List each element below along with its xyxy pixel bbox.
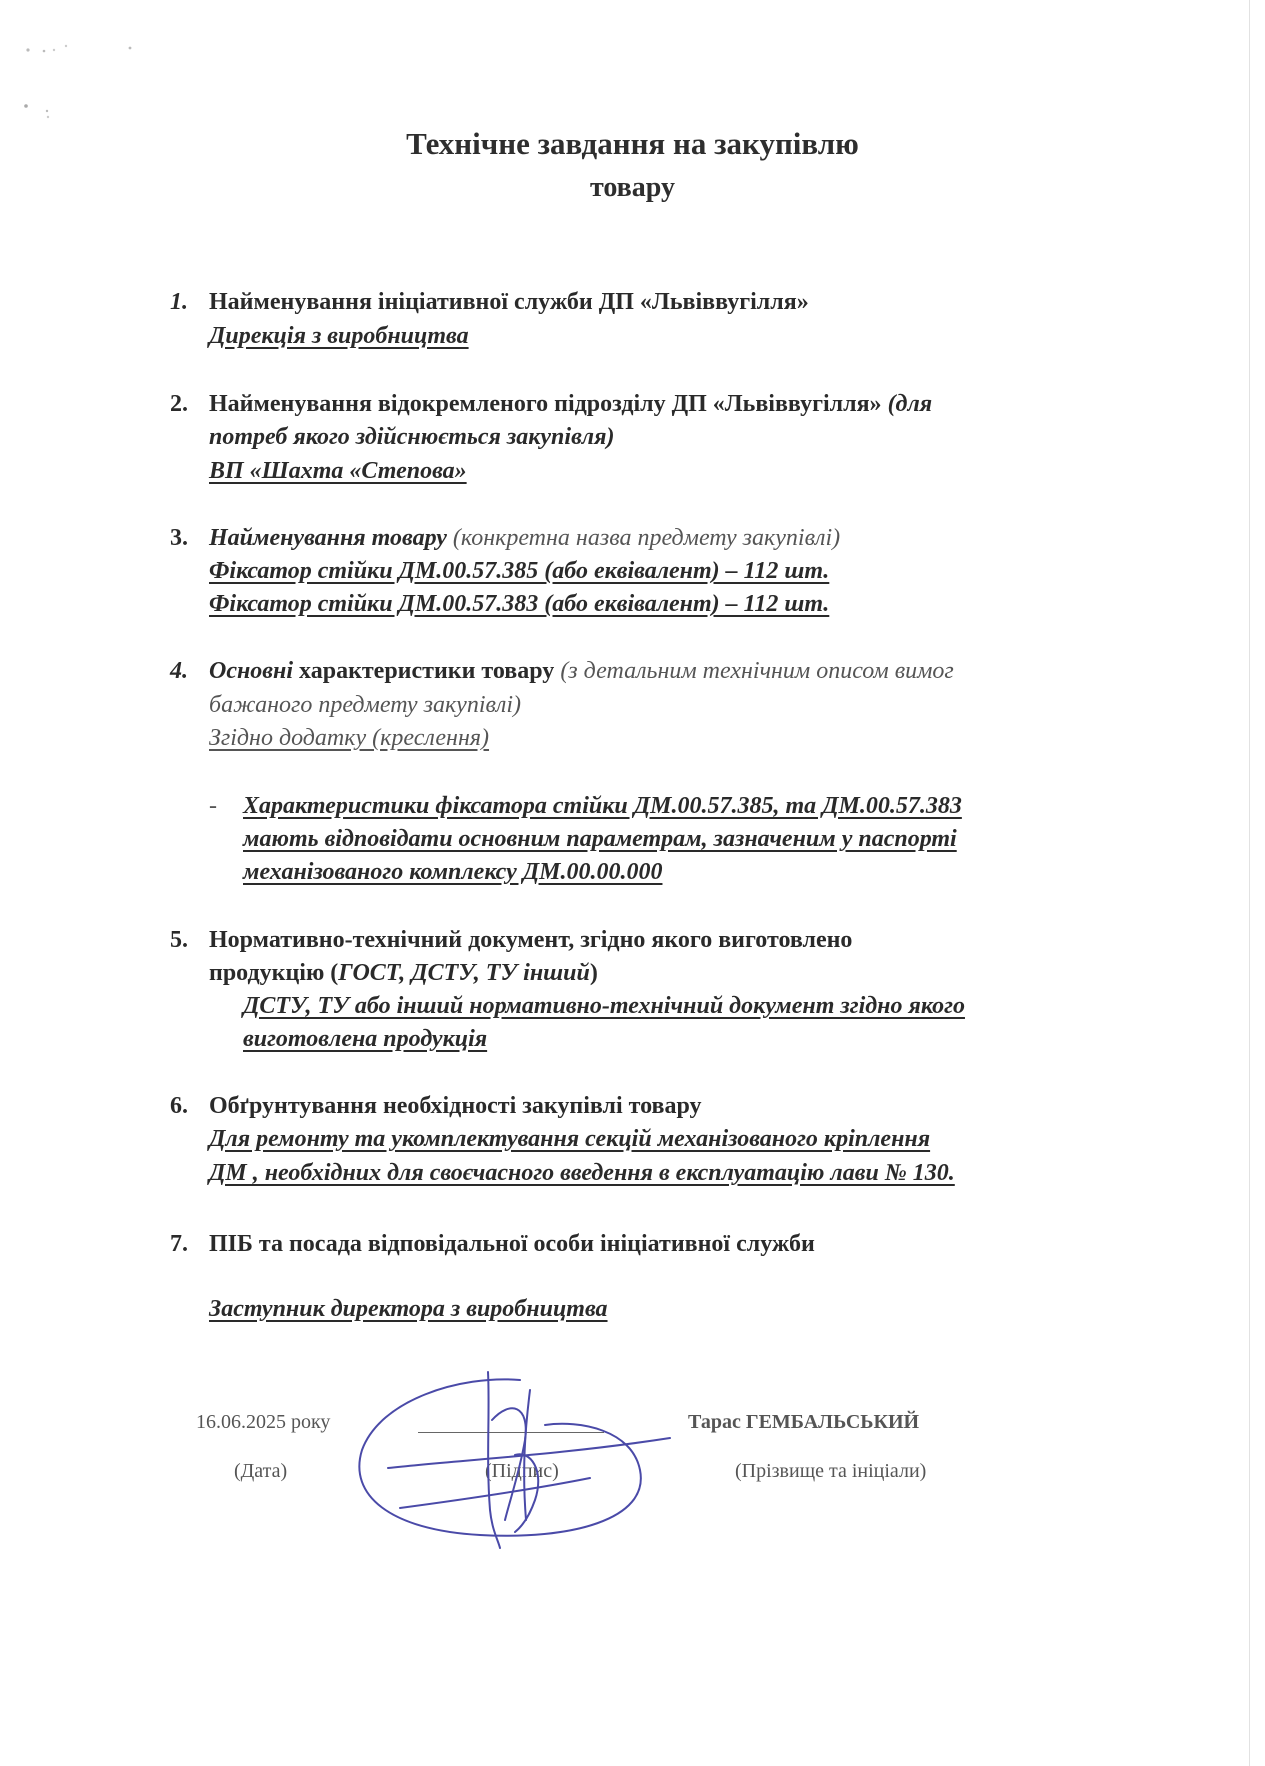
section-6-value-line-2: ДМ , необхідних для своєчасного введення в експлуатацію лави № 130. [209,1160,955,1186]
section-4-bullet-line-2: мають відповідати основним параметрам, зазначеним у паспорті [243,826,957,852]
section-5-number: 5. [170,927,188,953]
document-subtitle: товару [589,172,675,203]
section-5-heading-line2-italic: ГОСТ, ДСТУ, ТУ інший [338,960,590,986]
section-7-heading: ПІБ та посада відповідальної особи ініціативної служби [209,1231,815,1257]
section-4-heading-part2: характеристики товару [299,658,555,684]
section-4-note-part2: бажаного предмету закупівлі) [209,692,522,718]
section-1-number: 1. [170,289,188,315]
scan-edge-line [1249,0,1250,1766]
document-title: Технічне завдання на закупівлю [406,126,859,161]
section-5-heading-line2-part2: ) [589,960,598,986]
section-4-number: 4. [170,658,188,684]
section-2-note-part2: потреб якого здійснюється закупівля) [209,424,615,450]
section-2-heading: Найменування відокремленого підрозділу ДП «Львіввугілля» [209,391,882,417]
section-5-heading-line2-part1: продукцію ( [209,960,339,986]
section-2-value: ВП «Шахта «Степова» [209,458,467,484]
section-4-heading-line [209,658,954,685]
section-4-value: Згідно додатку (креслення) [209,725,490,751]
section-6-value-line-1: Для ремонту та укомплектування секцій механізованого кріплення [209,1126,931,1152]
section-2-note-part1: (для [887,391,933,417]
signature-date: 16.06.2025 року [196,1411,331,1433]
section-3-item-2: Фіксатор стійки ДМ.00.57.383 (або еквівалент) – 112 шт. [209,591,830,617]
section-4-bullet-dash: - [209,793,217,819]
section-5-value-line-1: ДСТУ, ТУ або інший нормативно-технічний документ згідно якого [243,993,965,1019]
signature-caption: (Підпис) [485,1460,559,1482]
scan-specks [20,42,150,132]
handwritten-signature [340,1360,720,1560]
section-4-bullet-line-1: Характеристики фіксатора стійки ДМ.00.57.385, та ДМ.00.57.383 [243,793,962,819]
section-4-bullet-line-3: механізованого комплексу ДМ.00.00.000 [243,859,663,885]
section-6-heading: Обґрунтування необхідності закупівлі товару [209,1093,702,1119]
section-3-number: 3. [170,525,188,551]
section-3-heading: Найменування товару [209,525,447,551]
section-6-number: 6. [170,1093,188,1119]
section-3-heading-line [209,525,840,552]
section-4-heading-part1: Основні [209,658,294,684]
section-1-value: Дирекція з виробництва [209,323,469,349]
section-2-heading-line [209,391,932,418]
section-1-heading: Найменування ініціативної служби ДП «Львіввугілля» [209,289,809,315]
section-4-note-part1: (з детальним технічним описом вимог [560,658,954,684]
section-5-heading-line1: Нормативно-технічний документ, згідно якого виготовлено [209,927,853,953]
section-3-note: (конкретна назва предмету закупівлі) [452,525,841,551]
signature-name: Тарас ГЕМБАЛЬСЬКИЙ [688,1411,920,1433]
section-3-item-1: Фіксатор стійки ДМ.00.57.385 (або еквівалент) – 112 шт. [209,558,830,584]
section-2-number: 2. [170,391,188,417]
section-5-value-line-2: виготовлена продукція [243,1026,488,1052]
signature-date-caption: (Дата) [234,1460,288,1482]
section-7-value: Заступник директора з виробництва [209,1296,608,1322]
section-7-number: 7. [170,1231,188,1257]
section-5-heading-line2 [209,960,598,987]
signature-name-caption: (Прізвище та ініціали) [735,1460,927,1482]
